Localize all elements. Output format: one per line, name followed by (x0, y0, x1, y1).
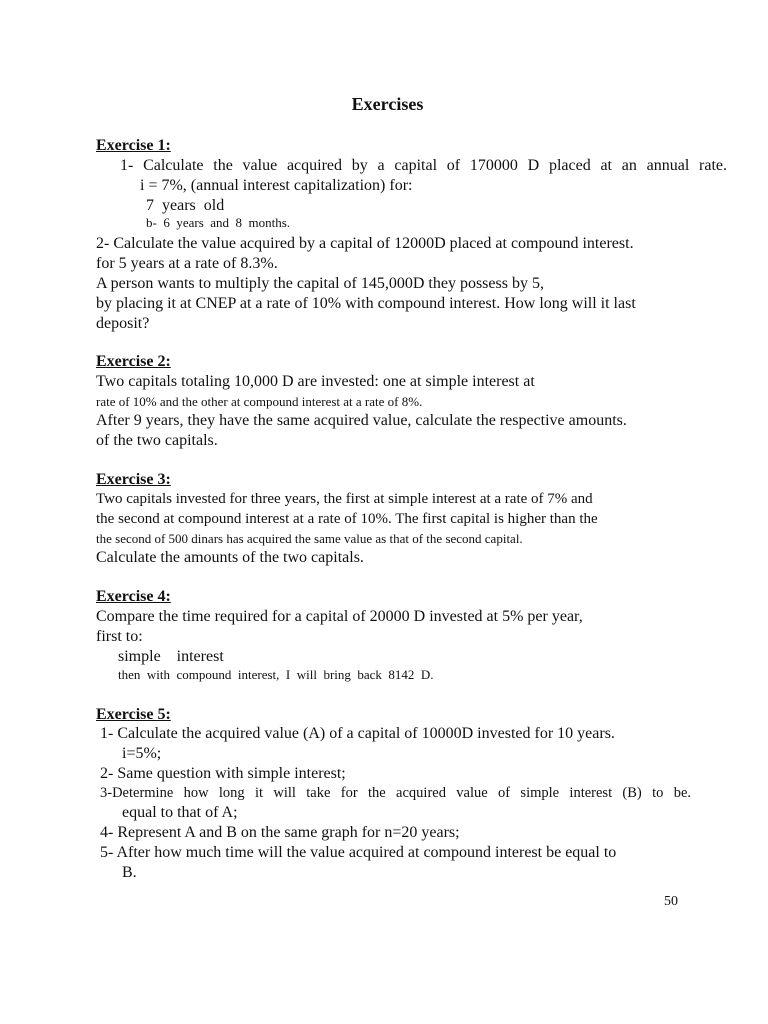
exercise-5-line: equal to that of A; (122, 804, 238, 821)
exercise-2-line: rate of 10% and the other at compound interest at a rate of 8%. (96, 394, 423, 409)
exercise-1-line: 7 years old (146, 197, 225, 214)
exercise-4-line: then with compound interest, I will bring back 8142 D. (118, 667, 434, 682)
exercise-2-line: Two capitals totaling 10,000 D are invested: one at simple interest at (96, 373, 535, 390)
exercise-3-heading: Exercise 3: (96, 471, 171, 488)
exercise-1-line: deposit? (96, 315, 150, 332)
exercise-5-line: 2- Same question with simple interest; (100, 765, 346, 782)
exercise-2-line: After 9 years, they have the same acquired value, calculate the respective amounts. (96, 412, 627, 429)
page-number: 50 (664, 894, 678, 909)
exercise-5-line: 3-Determine how long it will take for the acquired value of simple interest (B) to be. (100, 785, 691, 801)
exercise-5-heading: Exercise 5: (96, 706, 171, 723)
exercise-5-line: i=5%; (122, 745, 162, 762)
exercise-2-line: of the two capitals. (96, 432, 218, 449)
exercise-5-line: 4- Represent A and B on the same graph for n=20 years; (100, 824, 460, 841)
page-title: Exercises (351, 94, 424, 114)
exercise-5-line: 5- After how much time will the value acquired at compound interest be equal to (100, 844, 617, 861)
exercise-1-line: for 5 years at a rate of 8.3%. (96, 255, 278, 272)
exercise-3-line: the second of 500 dinars has acquired the same value as that of the second capital. (96, 531, 523, 546)
exercise-1-line: i = 7%, (annual interest capitalization) for: (140, 177, 413, 194)
exercise-1-line: b- 6 years and 8 months. (146, 215, 291, 230)
exercise-5-line: B. (122, 864, 137, 881)
exercise-3-line: Two capitals invested for three years, the first at simple interest at a rate of 7% and (96, 491, 593, 507)
exercise-1-line: 1- Calculate the value acquired by a capital of 170000 D placed at an annual rate. (120, 157, 727, 174)
exercise-4-heading: Exercise 4: (96, 588, 171, 605)
exercise-1-line: A person wants to multiply the capital of 145,000D they possess by 5, (96, 275, 544, 292)
exercise-4-line: simple interest (118, 648, 224, 665)
exercise-3-line: the second at compound interest at a rate of 10%. The first capital is higher than the (96, 511, 598, 527)
exercise-4-line: Compare the time required for a capital of 20000 D invested at 5% per year, (96, 608, 583, 625)
exercise-2-heading: Exercise 2: (96, 353, 171, 370)
exercise-3-line: Calculate the amounts of the two capitals. (96, 549, 364, 566)
exercise-4-line: first to: (96, 628, 143, 645)
exercise-1-heading: Exercise 1: (96, 137, 171, 154)
exercise-5-line: 1- Calculate the acquired value (A) of a capital of 10000D invested for 10 years. (100, 725, 615, 742)
exercise-1-line: 2- Calculate the value acquired by a capital of 12000D placed at compound interest. (96, 235, 634, 252)
exercise-1-line: by placing it at CNEP at a rate of 10% with compound interest. How long will it last (96, 295, 636, 312)
